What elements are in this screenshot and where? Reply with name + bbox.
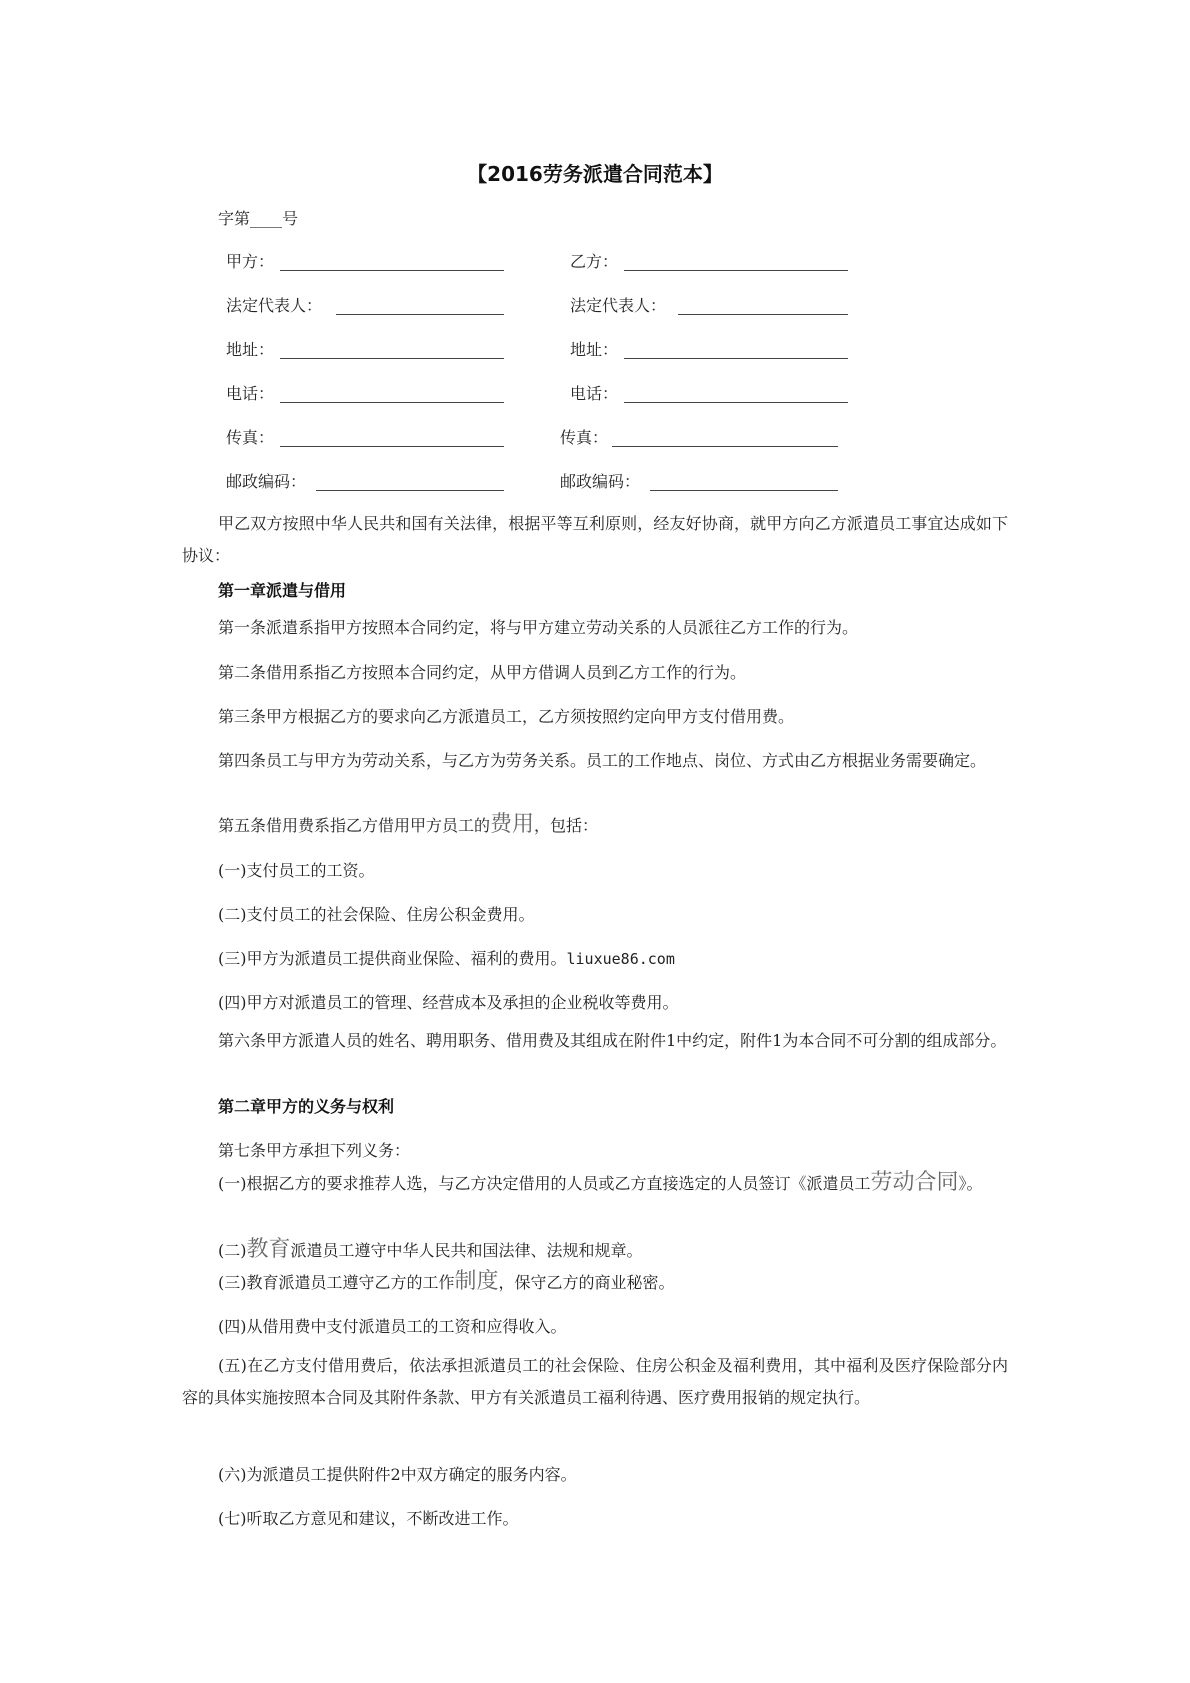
highlighted-word: 制度 — [454, 1269, 499, 1294]
article-7-item-2-prefix: (二) — [218, 1241, 247, 1260]
document-title: 【2016劳务派遣合同范本】 — [467, 162, 723, 186]
blank-line — [650, 490, 838, 491]
article-5-item-4: (四)甲方对派遣员工的管理、经营成本及承担的企业税收等费用。 — [218, 993, 679, 1012]
article-7-item-4: (四)从借用费中支付派遣员工的工资和应得收入。 — [218, 1317, 567, 1336]
article-7-item-1-text: (一)根据乙方的要求推荐人选，与乙方决定借用的人员或乙方直接选定的人员签订《派遣员工 — [218, 1174, 871, 1193]
field-label: 甲方： — [226, 252, 275, 271]
article-6: 第六条甲方派遣人员的姓名、聘用职务、借用费及其组成在附件1中约定，附件1为本合同不可分割的组成部分。 — [218, 1031, 1007, 1050]
party-row — [0, 293, 1190, 317]
article-7-item-3-text: (三)教育派遣员工遵守乙方的工作 — [218, 1273, 455, 1292]
field-label: 法定代表人： — [570, 296, 667, 315]
highlighted-word: 费用 — [490, 812, 535, 837]
field-label: 地址： — [226, 340, 275, 359]
field-label: 传真： — [226, 428, 275, 447]
site-watermark-text: liuxue86.com — [566, 950, 675, 968]
article-7-item-3 — [218, 1264, 675, 1295]
blank-line — [280, 270, 504, 271]
blank-line — [624, 270, 848, 271]
chapter-heading: 第二章甲方的义务与权利 — [218, 1097, 395, 1116]
article-5-item-3 — [218, 946, 675, 969]
field-label: 乙方： — [570, 252, 619, 271]
party-row — [0, 425, 1190, 449]
blank-line — [624, 402, 848, 403]
field-label: 邮政编码： — [560, 472, 641, 491]
article-5-item-2: (二)支付员工的社会保险、住房公积金费用。 — [218, 905, 535, 924]
blank-line — [678, 314, 848, 315]
field-label: 电话： — [226, 384, 275, 403]
blank-line — [280, 446, 504, 447]
field-label: 邮政编码： — [226, 472, 307, 491]
article-7-item-1-end: 》。 — [958, 1174, 983, 1193]
party-row — [0, 249, 1190, 273]
field-label: 地址： — [570, 340, 619, 359]
article-7-item-1 — [182, 1166, 1008, 1201]
blank-line — [280, 358, 504, 359]
article-5-item-3-text: (三)甲方为派遣员工提供商业保险、福利的费用。 — [218, 949, 567, 968]
article-5-text: 第五条借用费系指乙方借用甲方员工的 — [218, 816, 491, 835]
article-5 — [182, 809, 1008, 842]
highlighted-word: 教育 — [246, 1237, 291, 1262]
field-label: 法定代表人： — [226, 296, 323, 315]
article-5-item-1: (一)支付员工的工资。 — [218, 861, 375, 880]
field-label: 电话： — [570, 384, 619, 403]
blank-line — [624, 358, 848, 359]
chapter-heading: 第一章派遣与借用 — [218, 581, 347, 600]
blank-line — [612, 446, 838, 447]
article-7-item-5: (五)在乙方支付借用费后，依法承担派遣员工的社会保险、住房公积金及福利费用，其中福利及医疗保险部分内容的具体实施按照本合同及其附件条款、甲方有关派遣员工福利待遇、医疗费用报销的规定执行。 — [182, 1356, 1008, 1407]
article-7-item-2-text: 派遣员工遵守中华人民共和国法律、法规和规章。 — [290, 1241, 643, 1260]
party-row — [0, 469, 1190, 493]
article-3: 第三条甲方根据乙方的要求向乙方派遣员工，乙方须按照约定向甲方支付借用费。 — [218, 707, 795, 726]
field-label: 传真： — [560, 428, 609, 447]
party-row — [0, 337, 1190, 361]
blank-line — [336, 314, 504, 315]
article-7-item-7: (七)听取乙方意见和建议，不断改进工作。 — [218, 1509, 519, 1528]
intro-paragraph: 甲乙双方按照中华人民共和国有关法律，根据平等互利原则，经友好协商，就甲方向乙方派遣员工事宜达成如下协议： — [182, 514, 1008, 565]
highlighted-word: 劳动 — [870, 1170, 915, 1195]
article-5-text-end: ，包括： — [534, 816, 599, 835]
blank-line — [280, 402, 504, 403]
article-1: 第一条派遣系指甲方按照本合同约定，将与甲方建立劳动关系的人员派往乙方工作的行为。 — [218, 618, 859, 637]
article-7-item-2 — [218, 1232, 643, 1263]
document-number: 字第____号 — [218, 209, 299, 228]
article-7: 第七条甲方承担下列义务： — [218, 1141, 411, 1160]
highlighted-word: 合同 — [914, 1170, 959, 1195]
article-7-item-3-end: ，保守乙方的商业秘密。 — [498, 1273, 675, 1292]
article-2: 第二条借用系指乙方按照本合同约定，从甲方借调人员到乙方工作的行为。 — [218, 663, 747, 682]
party-row — [0, 381, 1190, 405]
article-4: 第四条员工与甲方为劳动关系，与乙方为劳务关系。员工的工作地点、岗位、方式由乙方根据业务需要确定。 — [218, 751, 987, 770]
blank-line — [316, 490, 504, 491]
article-7-item-6: (六)为派遣员工提供附件2中双方确定的服务内容。 — [218, 1465, 577, 1484]
